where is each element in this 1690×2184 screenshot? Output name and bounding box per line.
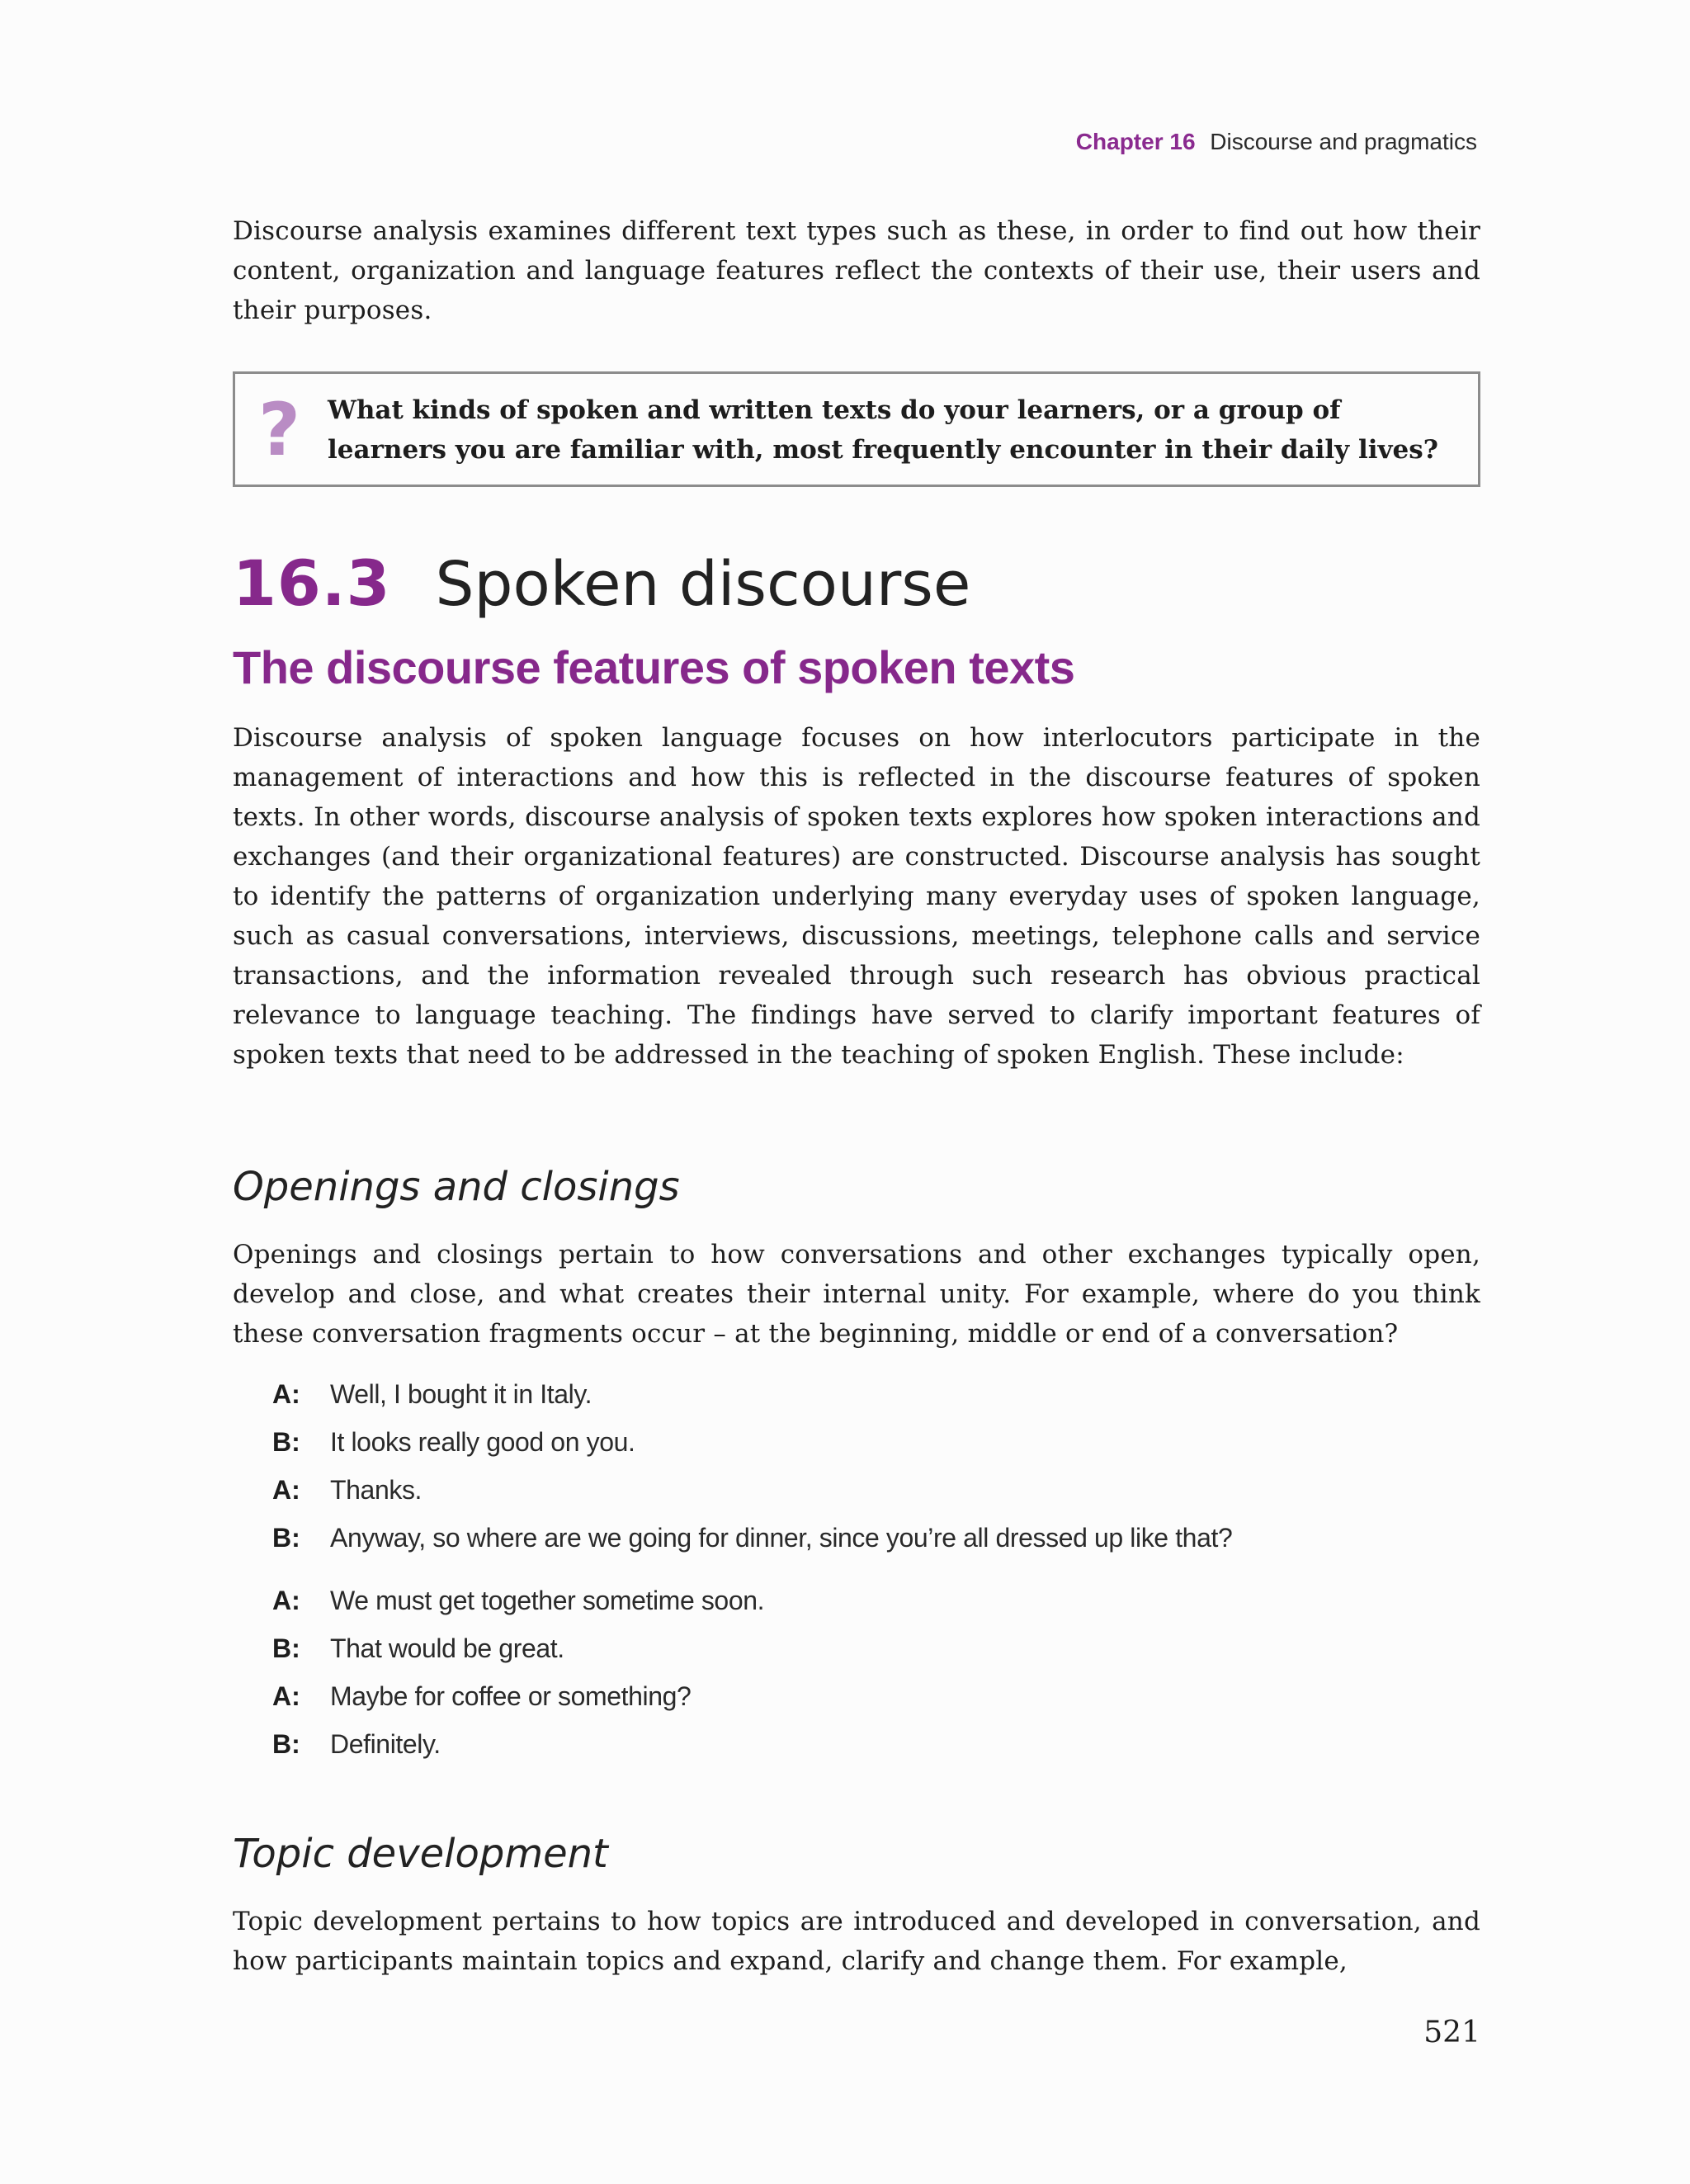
- speaker-label: A:: [272, 1379, 300, 1409]
- speaker-label: B:: [272, 1427, 300, 1457]
- dialogue-line: [272, 1672, 1428, 1720]
- utterance: Anyway, so where are we going for dinner, since you’re all dressed up like that?: [330, 1523, 1233, 1553]
- running-head-chapter: Chapter 16: [1075, 129, 1196, 154]
- reflection-question-text: What kinds of spoken and written texts do your learners, or a group of learners you are familiar with, most frequently encounter in their daily lives?: [328, 395, 1438, 465]
- dialogue-2: [272, 1577, 1428, 1768]
- section-title: Spoken discourse: [435, 549, 971, 620]
- dialogue-line: [272, 1418, 1428, 1466]
- utterance: We must get together sometime soon.: [330, 1586, 765, 1615]
- dialogue-line: [272, 1720, 1428, 1768]
- speaker-label: B:: [272, 1523, 300, 1553]
- dialogue-line: [272, 1466, 1428, 1514]
- topic-development-heading: Topic development: [233, 1831, 608, 1877]
- dialogue-line: [272, 1624, 1428, 1672]
- speaker-label: B:: [272, 1633, 300, 1663]
- speaker-label: A:: [272, 1681, 300, 1711]
- reflection-question-box: [233, 371, 1480, 487]
- section-number: 16.3: [233, 546, 391, 620]
- intro-paragraph: Discourse analysis examines different text types such as these, in order to find out how their content, organization and language features reflect the contexts of their use, their users and their purposes.: [233, 216, 1480, 325]
- topic-development-paragraph: Topic development pertains to how topics are introduced and developed in conversation, and how participants maintain topics and expand, clarify and change them. For example,: [233, 1907, 1480, 1976]
- utterance: Well, I bought it in Italy.: [330, 1379, 592, 1409]
- section-paragraph: Discourse analysis of spoken language focuses on how interlocutors participate in the management of interactions and how this is reflected in the discourse features of spoken texts. In other words, discourse analysis of spoken texts explores how spoken interactions and exchanges (and their organizational features) are constructed. Discourse analysis has sought to identify the patterns of organization underlying many everyday uses of spoken language, such as casual conversations, interviews, discussions, meetings, telephone calls and service transactions, and the information revealed through such research has obvious practical relevance to language teaching. The findings have served to clarify important features of spoken texts that need to be addressed in the teaching of spoken English. These include:: [233, 723, 1480, 1070]
- openings-heading: Openings and closings: [233, 1164, 680, 1210]
- dialogue-1: [272, 1370, 1428, 1562]
- question-mark-icon: ?: [258, 387, 301, 472]
- dialogue-line: [272, 1577, 1428, 1624]
- running-head-title: Discourse and pragmatics: [1210, 129, 1477, 154]
- utterance: It looks really good on you.: [330, 1427, 635, 1457]
- openings-paragraph: Openings and closings pertain to how conversations and other exchanges typically open, develop and close, and what creates their internal unity. For example, where do you think these conversation fragments occur – at the beginning, middle or end of a conversation?: [233, 1240, 1480, 1349]
- utterance: Maybe for coffee or something?: [330, 1681, 692, 1711]
- utterance: Definitely.: [330, 1729, 441, 1759]
- page-number: 521: [1423, 2016, 1480, 2049]
- dialogue-line: [272, 1370, 1428, 1418]
- utterance: That would be great.: [330, 1633, 564, 1663]
- dialogue-line: [272, 1514, 1428, 1562]
- section-heading: [233, 546, 1480, 629]
- speaker-label: A:: [272, 1586, 300, 1615]
- subheading: The discourse features of spoken texts: [233, 641, 1075, 693]
- speaker-label: A:: [272, 1475, 300, 1505]
- utterance: Thanks.: [330, 1475, 422, 1505]
- running-head: [1076, 129, 1477, 155]
- speaker-label: B:: [272, 1729, 300, 1759]
